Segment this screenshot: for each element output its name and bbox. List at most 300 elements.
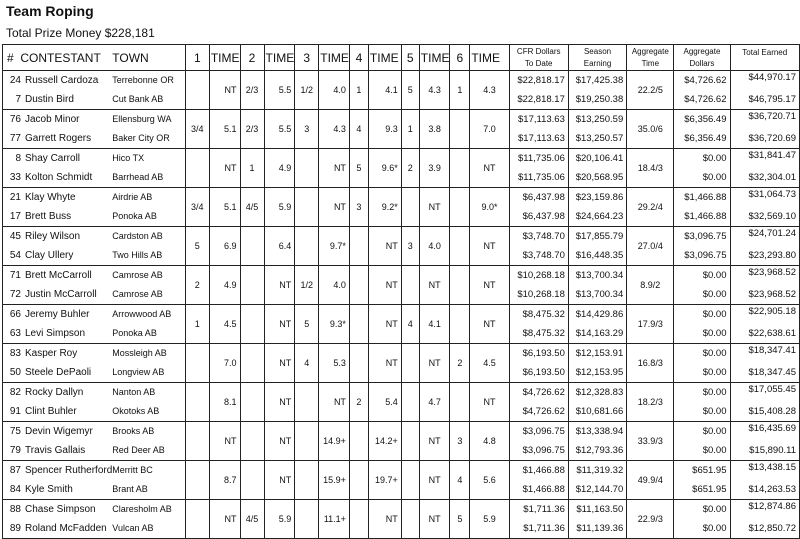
round-6-time: NT (470, 305, 509, 344)
round-6-time: 4.8 (470, 422, 509, 461)
team-row (3, 71, 800, 110)
cfr-dollars-cell: $8,475.32 $8,475.32 (509, 305, 568, 344)
round-2-place (240, 266, 264, 305)
round-1-time: 5.1 (209, 110, 240, 149)
round-4-time: 9.3 (368, 110, 401, 149)
round-4-time: NT (368, 227, 401, 266)
town-2: Longview AB (112, 367, 165, 377)
time-4-header: TIME (368, 45, 401, 71)
round-3-place (295, 383, 319, 422)
round-3-header: 3 (295, 45, 319, 71)
round-1-time: 8.7 (209, 461, 240, 500)
round-6-place: 5 (450, 500, 470, 539)
round-4-place (349, 344, 368, 383)
round-6-place (450, 188, 470, 227)
town-cell (112, 71, 185, 110)
team-row (3, 422, 800, 461)
contestant-1: 83 Kasper Roy (9, 348, 78, 359)
town-cell (112, 188, 185, 227)
town-2: Vulcan AB (112, 523, 154, 533)
town-1: Hico TX (112, 153, 145, 163)
round-4-time: 4.1 (368, 71, 401, 110)
contestant-cell (3, 227, 113, 266)
contestant-cell (3, 110, 113, 149)
round-5-header: 5 (401, 45, 419, 71)
round-4-time: NT (368, 266, 401, 305)
season-earning-cell: $11,319.32 $12,144.70 (568, 461, 626, 500)
season-earning-cell: $17,855.79 $16,448.35 (568, 227, 626, 266)
contestant-1: 45 Riley Wilson (9, 231, 81, 242)
contestant-2: 72 Justin McCarroll (9, 289, 97, 300)
town-cell (112, 266, 185, 305)
round-5-place (401, 266, 419, 305)
contestant-cell (3, 71, 113, 110)
cfr-dollars-cell: $17,113.63 $17,113.63 (509, 110, 568, 149)
total-earned-cell: $16,435.69 $15,890.11 (730, 422, 800, 461)
round-6-time: 4.5 (470, 344, 509, 383)
round-3-time: 9.3* (319, 305, 350, 344)
round-3-time: 11.1+ (319, 500, 350, 539)
total-earned-cell: $23,968.52 $23,968.52 (730, 266, 800, 305)
round-6-place: 3 (450, 422, 470, 461)
town-1: Mossleigh AB (112, 348, 167, 358)
round-2-time: NT (264, 266, 295, 305)
season-earning-header: Season Earning (568, 45, 626, 71)
round-6-place (450, 149, 470, 188)
total-earned-cell: $36,720.71 $36,720.69 (730, 110, 800, 149)
round-4-time: 14.2+ (368, 422, 401, 461)
time-2-header: TIME (264, 45, 295, 71)
round-5-time: NT (419, 500, 450, 539)
round-5-time: 3.8 (419, 110, 450, 149)
round-3-time: 15.9+ (319, 461, 350, 500)
round-3-place: 1/2 (295, 71, 319, 110)
round-5-place (401, 188, 419, 227)
round-6-place: 4 (450, 461, 470, 500)
town-1: Merritt BC (112, 465, 153, 475)
round-2-place (240, 461, 264, 500)
time-6-header: TIME (470, 45, 509, 71)
round-4-place (349, 227, 368, 266)
round-5-place (401, 344, 419, 383)
team-row (3, 461, 800, 500)
round-3-time: NT (319, 149, 350, 188)
town-1: Brooks AB (112, 426, 155, 436)
round-1-time: 4.9 (209, 266, 240, 305)
aggregate-time-cell: 49.9/4 (627, 461, 674, 500)
town-cell (112, 149, 185, 188)
town-2: Ponoka AB (112, 211, 157, 221)
town-2: Ponoka AB (112, 328, 157, 338)
round-1-place: 1 (185, 305, 209, 344)
round-2-place (240, 344, 264, 383)
team-row (3, 500, 800, 539)
aggregate-time-cell: 22.2/5 (627, 71, 674, 110)
contestant-1: 75 Devin Wigemyr (9, 426, 93, 437)
town-cell (112, 422, 185, 461)
total-earned-cell: $22,905.18 $22,638.61 (730, 305, 800, 344)
round-1-time: NT (209, 71, 240, 110)
contestant-cell (3, 422, 113, 461)
results-table (2, 44, 800, 539)
town-2: Camrose AB (112, 289, 163, 299)
round-3-place: 1/2 (295, 266, 319, 305)
cfr-dollars-cell: $3,096.75 $3,096.75 (509, 422, 568, 461)
round-4-place: 1 (349, 71, 368, 110)
round-2-place (240, 383, 264, 422)
aggregate-dollars-cell: $651.95 $651.95 (674, 461, 730, 500)
town-1: Airdrie AB (112, 192, 153, 202)
town-cell (112, 110, 185, 149)
aggregate-dollars-cell: $3,096.75 $3,096.75 (674, 227, 730, 266)
contestant-2: 79 Travis Gallais (9, 445, 86, 456)
contestant-header: # CONTESTANT (3, 45, 113, 71)
round-1-time: 7.0 (209, 344, 240, 383)
town-2: Red Deer AB (112, 445, 165, 455)
total-earned-cell: $31,064.73 $32,569.10 (730, 188, 800, 227)
round-2-place (240, 227, 264, 266)
contestant-cell (3, 500, 113, 539)
page-title: Team Roping (6, 3, 94, 19)
round-2-time: 5.9 (264, 500, 295, 539)
round-2-place: 1 (240, 149, 264, 188)
round-6-time: NT (470, 227, 509, 266)
team-row (3, 227, 800, 266)
aggregate-dollars-cell: $0.00 $0.00 (674, 266, 730, 305)
contestant-cell (3, 461, 113, 500)
town-cell (112, 461, 185, 500)
round-5-place (401, 383, 419, 422)
round-5-time: 4.0 (419, 227, 450, 266)
round-1-place (185, 71, 209, 110)
round-2-time: NT (264, 422, 295, 461)
round-1-place: 5 (185, 227, 209, 266)
round-4-time: 9.2* (368, 188, 401, 227)
cfr-dollars-cell: $22,818.17 $22,818.17 (509, 71, 568, 110)
round-4-time: 19.7+ (368, 461, 401, 500)
contestant-cell (3, 188, 113, 227)
round-2-time: 6.4 (264, 227, 295, 266)
round-5-time: NT (419, 188, 450, 227)
round-1-time: 6.9 (209, 227, 240, 266)
round-4-time: NT (368, 344, 401, 383)
aggregate-time-cell: 16.8/3 (627, 344, 674, 383)
round-4-place (349, 500, 368, 539)
round-4-time: NT (368, 500, 401, 539)
round-1-place (185, 422, 209, 461)
season-earning-cell: $12,328.83 $10,681.66 (568, 383, 626, 422)
cfr-dollars-cell: $6,437.98 $6,437.98 (509, 188, 568, 227)
season-earning-cell: $13,700.34 $13,700.34 (568, 266, 626, 305)
season-earning-cell: $13,250.59 $13,250.57 (568, 110, 626, 149)
round-2-time: 5.9 (264, 188, 295, 227)
town-1: Cardston AB (112, 231, 163, 241)
contestant-2: 54 Clay Ullery (9, 250, 74, 261)
round-6-time: NT (470, 383, 509, 422)
team-row (3, 266, 800, 305)
round-4-place (349, 266, 368, 305)
contestant-2: 17 Brett Buss (9, 211, 72, 222)
round-4-time: 9.6* (368, 149, 401, 188)
round-4-time: 5.4 (368, 383, 401, 422)
team-row (3, 383, 800, 422)
round-5-time: NT (419, 266, 450, 305)
team-row (3, 188, 800, 227)
total-earned-header: Total Earned (730, 45, 800, 71)
round-1-time: NT (209, 500, 240, 539)
town-cell (112, 500, 185, 539)
round-6-time: NT (470, 149, 509, 188)
aggregate-dollars-cell: $0.00 $0.00 (674, 500, 730, 539)
round-3-time: 9.7* (319, 227, 350, 266)
contestant-cell (3, 305, 113, 344)
round-6-time: 5.6 (470, 461, 509, 500)
cfr-dollars-cell: $6,193.50 $6,193.50 (509, 344, 568, 383)
round-5-place (401, 461, 419, 500)
round-1-place (185, 149, 209, 188)
season-earning-cell: $23,159.86 $24,664.23 (568, 188, 626, 227)
town-2: Two Hills AB (112, 250, 163, 260)
round-5-place: 5 (401, 71, 419, 110)
round-5-time: 3.9 (419, 149, 450, 188)
contestant-cell (3, 266, 113, 305)
round-5-place (401, 422, 419, 461)
round-6-place: 1 (450, 71, 470, 110)
round-1-place (185, 383, 209, 422)
round-1-place: 3/4 (185, 110, 209, 149)
cfr-dollars-cell: $11,735.06 $11,735.06 (509, 149, 568, 188)
town-1: Terrebonne OR (112, 75, 174, 85)
round-3-time: NT (319, 188, 350, 227)
aggregate-dollars-header: Aggregate Dollars (674, 45, 730, 71)
time-1-header: TIME (209, 45, 240, 71)
total-earned-cell: $17,055.45 $15,408.28 (730, 383, 800, 422)
aggregate-dollars-cell: $0.00 $0.00 (674, 305, 730, 344)
round-5-place: 4 (401, 305, 419, 344)
contestant-1: 24 Russell Cardoza (9, 75, 99, 86)
round-3-place (295, 149, 319, 188)
town-cell (112, 344, 185, 383)
round-5-time: NT (419, 422, 450, 461)
round-2-place: 4/5 (240, 500, 264, 539)
round-6-place (450, 266, 470, 305)
round-4-place (349, 305, 368, 344)
round-5-time: NT (419, 461, 450, 500)
header-row (3, 45, 800, 71)
total-earned-cell: $13,438.15 $14,263.53 (730, 461, 800, 500)
total-earned-cell: $18,347.41 $18,347.45 (730, 344, 800, 383)
round-4-place: 4 (349, 110, 368, 149)
cfr-dollars-cell: $4,726.62 $4,726.62 (509, 383, 568, 422)
town-cell (112, 227, 185, 266)
contestant-1: 66 Jeremy Buhler (9, 309, 90, 320)
round-1-time: NT (209, 422, 240, 461)
town-2: Cut Bank AB (112, 94, 164, 104)
town-2: Barrhead AB (112, 172, 164, 182)
round-5-time: NT (419, 344, 450, 383)
round-1-place: 3/4 (185, 188, 209, 227)
round-3-time: 4.0 (319, 71, 350, 110)
total-earned-cell: $24,701.24 $23,293.80 (730, 227, 800, 266)
round-2-place (240, 305, 264, 344)
aggregate-time-cell: 17.9/3 (627, 305, 674, 344)
contestant-2: 84 Kyle Smith (9, 484, 73, 495)
team-row (3, 344, 800, 383)
time-3-header: TIME (319, 45, 350, 71)
round-3-place (295, 422, 319, 461)
round-1-place (185, 500, 209, 539)
round-6-time: NT (470, 266, 509, 305)
aggregate-time-cell: 18.4/3 (627, 149, 674, 188)
cfr-dollars-cell: $10,268.18 $10,268.18 (509, 266, 568, 305)
round-3-time: 14.9+ (319, 422, 350, 461)
season-earning-cell: $20,106.41 $20,568.95 (568, 149, 626, 188)
contestant-2: 91 Clint Buhler (9, 406, 77, 417)
contestant-1: 71 Brett McCarroll (9, 270, 92, 281)
round-2-time: NT (264, 461, 295, 500)
round-1-time: 4.5 (209, 305, 240, 344)
round-6-time: 5.9 (470, 500, 509, 539)
round-3-place (295, 227, 319, 266)
aggregate-time-cell: 22.9/3 (627, 500, 674, 539)
town-1: Arrowwood AB (112, 309, 172, 319)
round-5-place: 2 (401, 149, 419, 188)
cfr-dollars-cell: $1,466.88 $1,466.88 (509, 461, 568, 500)
round-3-time: NT (319, 383, 350, 422)
round-5-place (401, 500, 419, 539)
aggregate-time-cell: 27.0/4 (627, 227, 674, 266)
round-4-place: 3 (349, 188, 368, 227)
team-row (3, 305, 800, 344)
town-1: Ellensburg WA (112, 114, 172, 124)
round-4-place (349, 422, 368, 461)
round-5-place: 1 (401, 110, 419, 149)
round-2-place: 2/3 (240, 110, 264, 149)
aggregate-time-cell: 33.9/3 (627, 422, 674, 461)
season-earning-cell: $14,429.86 $14,163.29 (568, 305, 626, 344)
round-3-place: 5 (295, 305, 319, 344)
contestant-1: 8 Shay Carroll (15, 153, 81, 164)
round-6-place (450, 110, 470, 149)
contestant-1: 87 Spencer Rutherford (9, 465, 113, 476)
round-1-place (185, 344, 209, 383)
town-1: Nanton AB (112, 387, 156, 397)
aggregate-dollars-cell: $0.00 $0.00 (674, 344, 730, 383)
cfr-dollars-cell: $1,711.36 $1,711.36 (509, 500, 568, 539)
round-6-place (450, 227, 470, 266)
round-3-time: 4.3 (319, 110, 350, 149)
team-row (3, 110, 800, 149)
round-1-time: 8.1 (209, 383, 240, 422)
contestant-cell (3, 344, 113, 383)
total-prize-money: Total Prize Money $228,181 (6, 26, 155, 40)
round-3-time: 5.3 (319, 344, 350, 383)
round-3-place (295, 188, 319, 227)
town-2: Brant AB (112, 484, 148, 494)
round-2-place: 2/3 (240, 71, 264, 110)
round-4-header: 4 (349, 45, 368, 71)
contestant-1: 82 Rocky Dallyn (9, 387, 84, 398)
round-6-place (450, 305, 470, 344)
contestant-cell (3, 383, 113, 422)
round-6-place (450, 383, 470, 422)
round-6-place: 2 (450, 344, 470, 383)
time-5-header: TIME (419, 45, 450, 71)
town-2: Okotoks AB (112, 406, 160, 416)
round-2-header: 2 (240, 45, 264, 71)
season-earning-cell: $17,425.38 $19,250.38 (568, 71, 626, 110)
round-1-place: 2 (185, 266, 209, 305)
round-4-time: NT (368, 305, 401, 344)
round-3-place (295, 500, 319, 539)
town-2: Baker City OR (112, 133, 170, 143)
contestant-2: 7 Dustin Bird (15, 94, 74, 105)
contestant-1: 21 Klay Whyte (9, 192, 76, 203)
aggregate-dollars-cell: $0.00 $0.00 (674, 422, 730, 461)
town-header: TOWN (112, 45, 185, 71)
total-earned-cell: $44,970.17 $46,795.17 (730, 71, 800, 110)
season-earning-cell: $12,153.91 $12,153.95 (568, 344, 626, 383)
round-4-place: 5 (349, 149, 368, 188)
cfr-dollars-cell: $3,748.70 $3,748.70 (509, 227, 568, 266)
round-6-time: 4.3 (470, 71, 509, 110)
round-1-place (185, 461, 209, 500)
round-5-time: 4.7 (419, 383, 450, 422)
round-1-time: 5.1 (209, 188, 240, 227)
round-3-place: 4 (295, 344, 319, 383)
round-2-time: NT (264, 344, 295, 383)
contestant-2: 50 Steele DePaoli (9, 367, 92, 378)
round-2-time: NT (264, 305, 295, 344)
round-4-place: 2 (349, 383, 368, 422)
town-cell (112, 383, 185, 422)
round-6-time: 7.0 (470, 110, 509, 149)
team-row (3, 149, 800, 188)
aggregate-time-header: Aggregate Time (627, 45, 674, 71)
cfr-dollars-header: CFR Dollars To Date (509, 45, 568, 71)
contestant-1: 76 Jacob Minor (9, 114, 80, 125)
aggregate-dollars-cell: $0.00 $0.00 (674, 149, 730, 188)
aggregate-time-cell: 8.9/2 (627, 266, 674, 305)
town-cell (112, 305, 185, 344)
round-5-place: 3 (401, 227, 419, 266)
contestant-1: 88 Chase Simpson (9, 504, 96, 515)
contestant-2: 89 Roland McFadden (9, 523, 107, 534)
round-3-place (295, 461, 319, 500)
season-earning-cell: $13,338.94 $12,793.36 (568, 422, 626, 461)
total-earned-cell: $31,841.47 $32,304.01 (730, 149, 800, 188)
round-2-place: 4/5 (240, 188, 264, 227)
total-earned-cell: $12,874.86 $12,850.72 (730, 500, 800, 539)
round-2-time: 5.5 (264, 71, 295, 110)
town-1: Camrose AB (112, 270, 163, 280)
round-3-time: 4.0 (319, 266, 350, 305)
round-1-header: 1 (185, 45, 209, 71)
aggregate-dollars-cell: $0.00 $0.00 (674, 383, 730, 422)
aggregate-time-cell: 29.2/4 (627, 188, 674, 227)
round-2-time: 4.9 (264, 149, 295, 188)
round-5-time: 4.1 (419, 305, 450, 344)
aggregate-dollars-cell: $1,466.88 $1,466.88 (674, 188, 730, 227)
contestant-2: 33 Kolton Schmidt (9, 172, 93, 183)
round-6-header: 6 (450, 45, 470, 71)
round-2-place (240, 422, 264, 461)
aggregate-dollars-cell: $4,726.62 $4,726.62 (674, 71, 730, 110)
aggregate-time-cell: 35.0/6 (627, 110, 674, 149)
town-1: Claresholm AB (112, 504, 172, 514)
round-6-time: 9.0* (470, 188, 509, 227)
contestant-2: 77 Garrett Rogers (9, 133, 92, 144)
